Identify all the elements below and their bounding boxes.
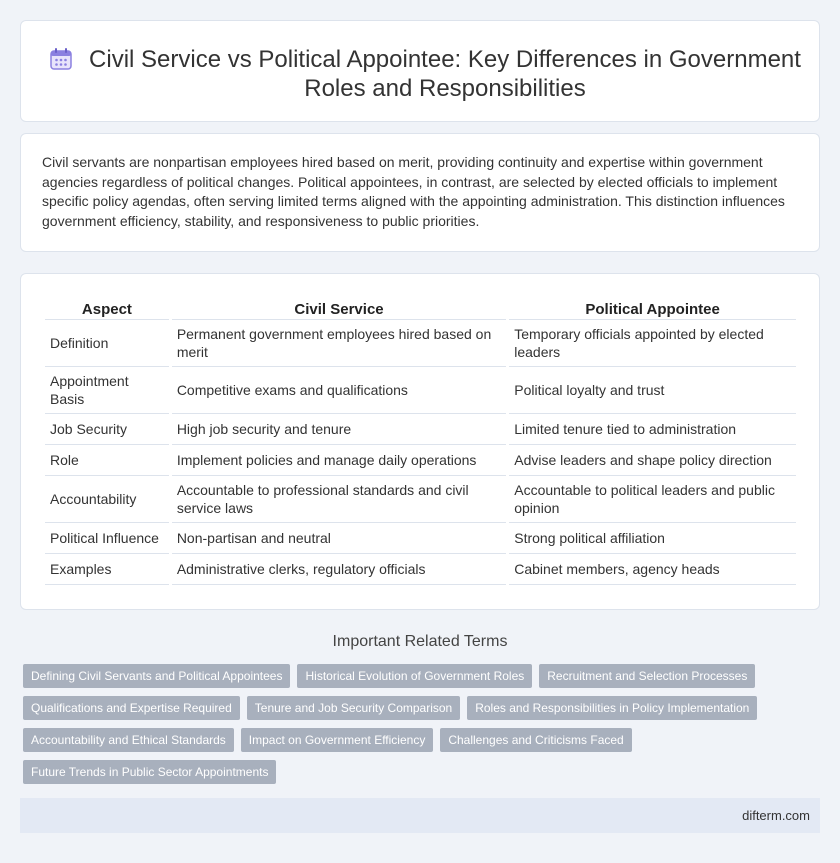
related-tag[interactable]: Impact on Government Efficiency bbox=[241, 728, 434, 752]
related-tag[interactable]: Qualifications and Expertise Required bbox=[23, 696, 240, 720]
table-row bbox=[45, 554, 796, 585]
related-tag[interactable]: Tenure and Job Security Comparison bbox=[247, 696, 460, 720]
related-tag[interactable]: Accountability and Ethical Standards bbox=[23, 728, 234, 752]
row-aspect: Appointment Basis bbox=[45, 367, 169, 414]
related-tag[interactable]: Recruitment and Selection Processes bbox=[539, 664, 755, 688]
comparison-table bbox=[42, 296, 799, 585]
header-card bbox=[20, 20, 820, 122]
related-tag[interactable]: Challenges and Criticisms Faced bbox=[440, 728, 631, 752]
related-tag[interactable]: Defining Civil Servants and Political Appointees bbox=[23, 664, 290, 688]
footer-site-link[interactable]: difterm.com bbox=[742, 808, 810, 823]
row-political-appointee: Strong political affiliation bbox=[509, 523, 796, 554]
row-political-appointee: Accountable to political leaders and public opinion bbox=[509, 476, 796, 523]
row-civil-service: High job security and tenure bbox=[172, 414, 506, 445]
row-aspect: Definition bbox=[45, 320, 169, 367]
row-civil-service: Non-partisan and neutral bbox=[172, 523, 506, 554]
related-tag[interactable]: Future Trends in Public Sector Appointments bbox=[23, 760, 276, 784]
related-tag[interactable]: Roles and Responsibilities in Policy Implementation bbox=[467, 696, 757, 720]
row-civil-service: Administrative clerks, regulatory officials bbox=[172, 554, 506, 585]
table-header-row bbox=[45, 296, 796, 320]
footer bbox=[20, 798, 820, 833]
row-political-appointee: Cabinet members, agency heads bbox=[509, 554, 796, 585]
row-aspect: Examples bbox=[45, 554, 169, 585]
row-political-appointee: Temporary officials appointed by elected leaders bbox=[509, 320, 796, 367]
row-civil-service: Permanent government employees hired based on merit bbox=[172, 320, 506, 367]
related-tag[interactable]: Historical Evolution of Government Roles bbox=[297, 664, 532, 688]
table-row bbox=[45, 445, 796, 476]
header-aspect: Aspect bbox=[45, 296, 169, 320]
header-civil-service: Civil Service bbox=[172, 296, 506, 320]
row-political-appointee: Advise leaders and shape policy direction bbox=[509, 445, 796, 476]
row-aspect: Role bbox=[45, 445, 169, 476]
comparison-card bbox=[20, 273, 820, 610]
row-political-appointee: Political loyalty and trust bbox=[509, 367, 796, 414]
calendar-icon bbox=[48, 46, 74, 72]
table-row bbox=[45, 523, 796, 554]
row-aspect: Accountability bbox=[45, 476, 169, 523]
table-row bbox=[45, 367, 796, 414]
row-aspect: Job Security bbox=[45, 414, 169, 445]
intro-card bbox=[20, 133, 820, 252]
row-aspect: Political Influence bbox=[45, 523, 169, 554]
table-row bbox=[45, 476, 796, 523]
intro-paragraph: Civil servants are nonpartisan employees hired based on merit, providing continuity and expertise within government agencies regardless of political changes. Political appointees, in contrast, are selected by elected officials to implement specific policy agendas, often serving limited terms aligned with the appointing administration. This distinction influences government efficiency, stability, and responsiveness to public priorities. bbox=[42, 154, 785, 229]
table-row bbox=[45, 414, 796, 445]
header-political-appointee: Political Appointee bbox=[509, 296, 796, 320]
row-civil-service: Implement policies and manage daily operations bbox=[172, 445, 506, 476]
related-terms-title: Important Related Terms bbox=[332, 633, 508, 650]
table-row bbox=[45, 320, 796, 367]
row-civil-service: Accountable to professional standards and civil service laws bbox=[172, 476, 506, 523]
row-civil-service: Competitive exams and qualifications bbox=[172, 367, 506, 414]
page-title: Civil Service vs Political Appointee: Key Differences in Government Roles and Responsibilities bbox=[89, 46, 801, 102]
related-tags bbox=[23, 664, 783, 784]
row-political-appointee: Limited tenure tied to administration bbox=[509, 414, 796, 445]
